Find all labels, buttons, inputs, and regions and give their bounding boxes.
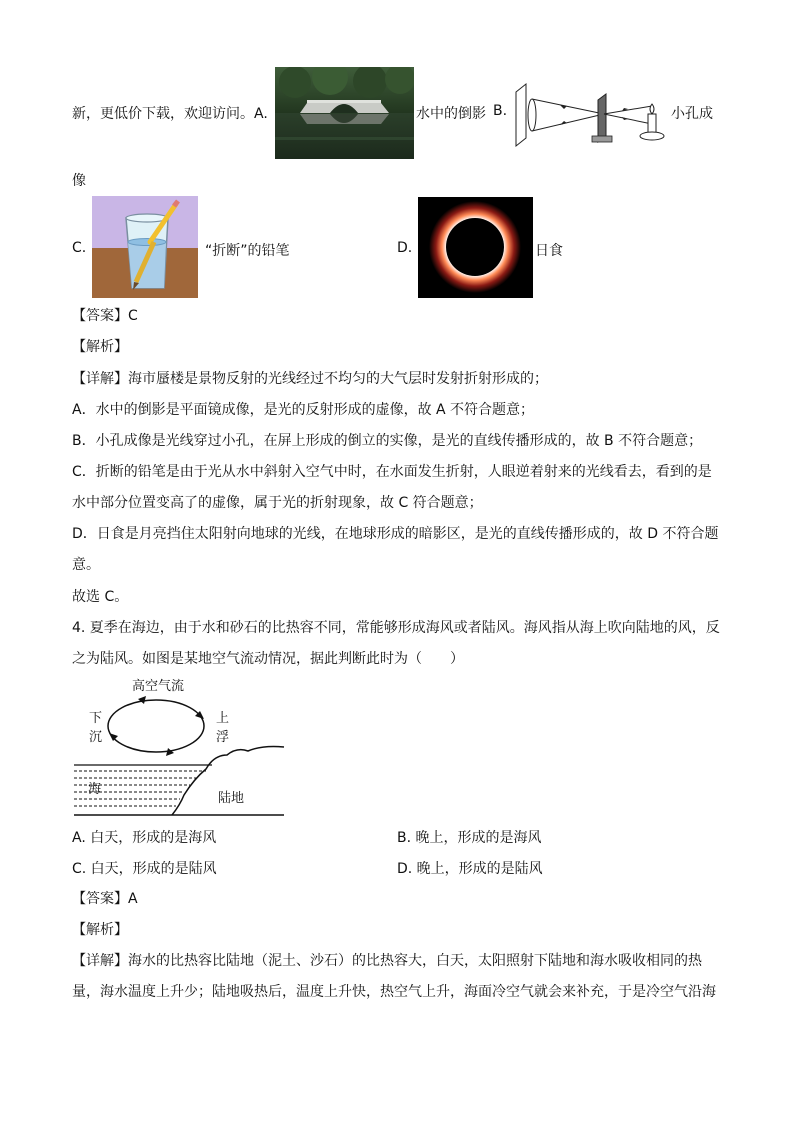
option-c-caption: “折断”的铅笔	[205, 243, 290, 259]
bent-pencil-image	[92, 196, 198, 298]
option-c-label: C.	[72, 240, 87, 256]
intro-text: 新，更低价下载，欢迎访问。A.	[72, 106, 268, 122]
diagram-top-label: 高空气流	[132, 679, 185, 694]
diagram-right-label-1: 上	[216, 711, 230, 726]
q4-detail-line-2: 量，海水温度上升少；陆地吸热后，温度上升快，热空气上升，海面冷空气就会来补充，于是冷空气沿海	[72, 984, 716, 1000]
q4-detail-line-1	[72, 951, 702, 971]
q4-option-d: D. 晚上，形成的是陆风	[397, 861, 543, 877]
q3-detail-a: A．水中的倒影是平面镜成像，是光的反射形成的虚像，故 A 不符合题意；	[72, 402, 535, 418]
q4-stem-2: 之为陆风。如图是某地空气流动情况，据此判断此时为（ ）	[72, 651, 464, 667]
q3-detail-text: 海市蜃楼是景物反射的光线经过不均匀的大气层时发射折射形成的；	[128, 371, 548, 387]
option-b-caption-2: 像	[72, 173, 86, 189]
pinhole-camera-diagram	[512, 78, 670, 148]
q3-detail-tag: 【详解】	[72, 371, 128, 387]
q4-detail-text: 海水的比热容比陆地（泥土、沙石）的比热容大，白天，太阳照射下陆地和海水吸收相同的热	[128, 953, 702, 969]
q4-detail-tag: 【详解】	[72, 953, 128, 969]
option-a-caption: 水中的倒影	[416, 106, 486, 122]
diagram-left-label-1: 下	[89, 711, 103, 726]
q3-detail-b: B．小孔成像是光线穿过小孔，在屏上形成的倒立的实像，是光的直线传播形成的，故 B 不符合题意；	[72, 433, 703, 449]
bridge-reflection-image	[275, 67, 414, 159]
solar-eclipse-image	[418, 197, 533, 298]
q3-detail-d-2: 意。	[72, 557, 100, 573]
air-circulation-diagram	[72, 675, 288, 820]
q3-detail-line-1	[72, 369, 548, 389]
q3-answer: 【答案】C	[72, 308, 138, 324]
diagram-left-label-2: 沉	[89, 730, 103, 745]
q4-stem-1: 4. 夏季在海边，由于水和砂石的比热容不同，常能够形成海风或者陆风。海风指从海上吹向陆地的风，反	[72, 620, 720, 636]
q4-option-b: B. 晚上，形成的是海风	[397, 830, 542, 846]
option-d-caption: 日食	[535, 243, 563, 259]
q3-conclusion: 故选 C。	[72, 589, 129, 605]
q4-analysis-heading: 【解析】	[72, 922, 128, 938]
diagram-sea-label: 海	[88, 782, 102, 797]
q4-answer: 【答案】A	[72, 891, 138, 907]
option-d-label: D.	[397, 240, 413, 256]
q3-analysis-heading: 【解析】	[72, 339, 128, 355]
q4-option-c: C. 白天，形成的是陆风	[72, 861, 217, 877]
q3-detail-d-1: D．日食是月亮挡住太阳射向地球的光线，在地球形成的暗影区，是光的直线传播形成的，故 D 不符合题	[72, 526, 719, 542]
q3-detail-c-2: 水中部分位置变高了的虚像，属于光的折射现象，故 C 符合题意；	[72, 495, 483, 511]
option-b-caption-1: 小孔成	[671, 106, 713, 122]
diagram-land-label: 陆地	[218, 791, 245, 806]
q3-detail-c-1: C．折断的铅笔是由于光从水中斜射入空气中时，在水面发生折射，人眼逆着射来的光线看去，看到的是	[72, 464, 712, 480]
option-b-label: B.	[493, 103, 508, 119]
q4-option-a: A. 白天，形成的是海风	[72, 830, 217, 846]
diagram-right-label-2: 浮	[216, 730, 230, 745]
